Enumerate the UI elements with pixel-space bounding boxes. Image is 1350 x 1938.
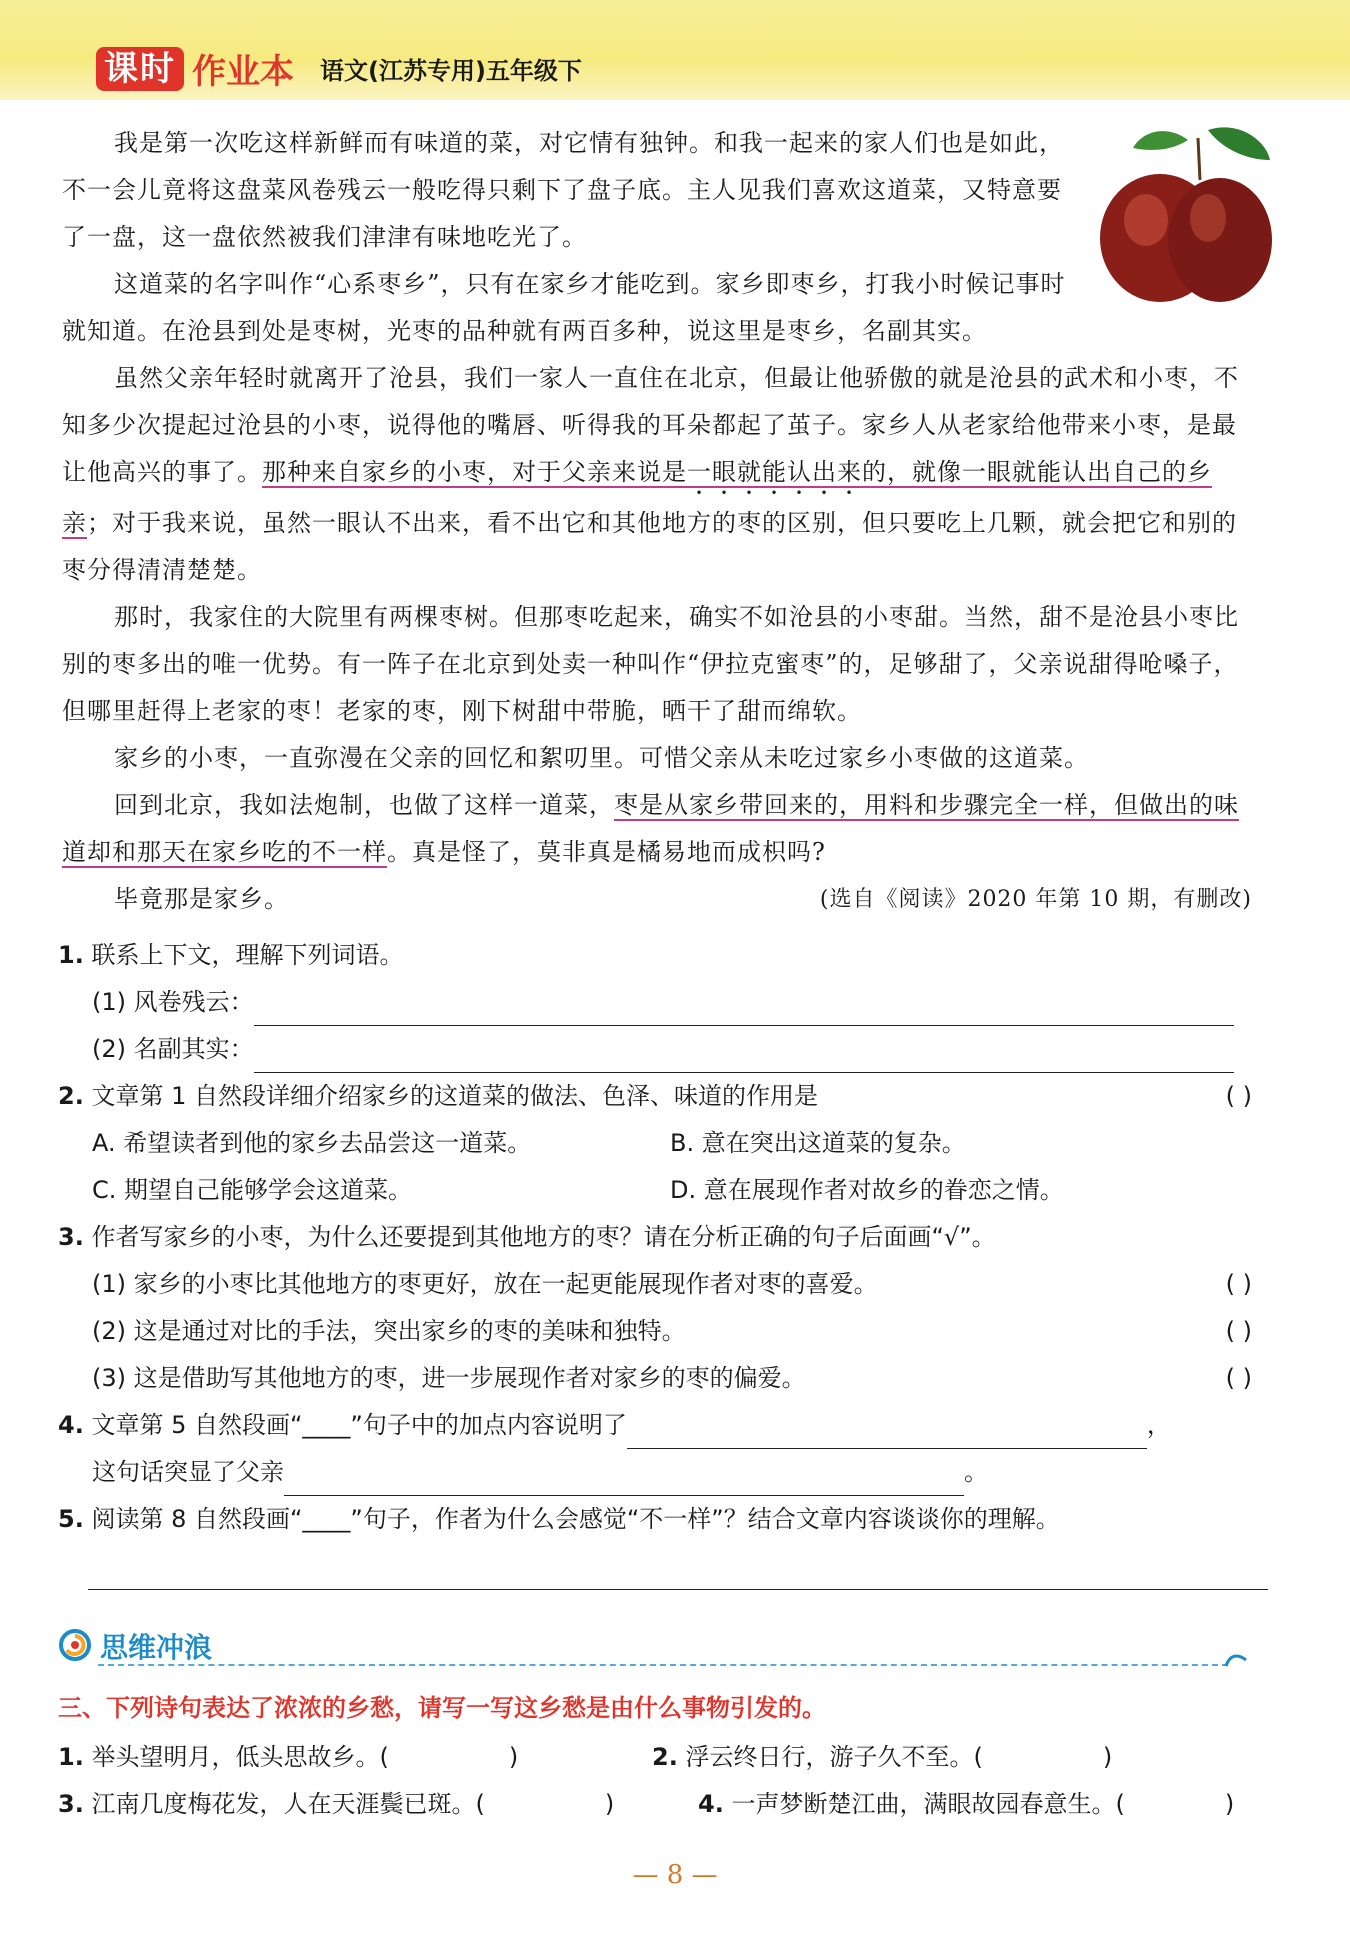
poem-1-number: 1. (58, 1743, 84, 1771)
q4b-answer-line[interactable] (284, 1465, 964, 1496)
swirl-icon (58, 1628, 92, 1662)
q5-text: 阅读第 8 自然段画“____”句子，作者为什么会感觉“不一样”？结合文章内容谈谈你的理解。 (91, 1505, 1060, 1533)
q1-text: 联系上下文，理解下列词语。 (91, 941, 404, 969)
source-citation: (选自《阅读》2020 年第 10 期，有删改) (819, 887, 1252, 912)
q1b-text: (2) 名副其实： (92, 1035, 254, 1063)
brand (96, 44, 582, 93)
paragraph-6 (62, 782, 1252, 876)
q2-option-c: C. 期望自己能够学会这道菜。 (92, 1176, 413, 1204)
page-number: — 8 — (632, 1860, 718, 1890)
q3-number: 3. (58, 1223, 84, 1251)
q2-text: 文章第 1 自然段详细介绍家乡的这道菜的做法、色泽、味道的作用是 (91, 1082, 818, 1110)
q4a-answer-line[interactable] (627, 1418, 1147, 1449)
q3a-answer-paren[interactable]: ( ) (1225, 1270, 1252, 1298)
q4a-comma: ， (1146, 1411, 1171, 1439)
section-3-instruction: 三、下列诗句表达了浓浓的乡愁，请写一写这乡愁是由什么事物引发的。 (58, 1694, 826, 1722)
reading-passage (62, 120, 1252, 923)
underlined-text: 那种来自家乡的小枣，对于父亲来说是 (262, 458, 687, 486)
paragraph-2: 这道菜的名字叫作“心系枣乡”，只有在家乡才能吃到。家乡即枣乡，打我小时候记事时就知道。在沧县到处是枣树，光枣的品种就有两百多种，说这里是枣乡，名副其实。 (62, 270, 1066, 345)
q3c-text: (3) 这是借助写其他地方的枣，进一步展现作者对家乡的枣的偏爱。 (92, 1364, 806, 1392)
q3b-answer-paren[interactable]: ( ) (1225, 1317, 1252, 1345)
questions (58, 932, 1258, 1590)
dotted-text: 一眼就能认出来 (687, 458, 862, 486)
paragraph-3-text: 虽然父亲年轻时就离开了沧县，我们一家人一直住在北京，但最让他骄傲的就是沧县的武术和小枣，不知多少次提起过沧县的小枣，说得他的嘴唇、听得我的耳朵都起了茧子。家乡人从老家给他带来小枣，是最让他高兴的事了。 (62, 364, 1239, 486)
q5-number: 5. (58, 1505, 84, 1533)
q3a-text: (1) 家乡的小枣比其他地方的枣更好，放在一起更能展现作者对枣的喜爱。 (92, 1270, 878, 1298)
q5-answer-line[interactable] (88, 1559, 1268, 1590)
q2-option-a: A. 希望读者到他的家乡去品尝这一道菜。 (92, 1129, 532, 1157)
paragraph-1: 我是第一次吃这样新鲜而有味道的菜，对它情有独钟。和我一起来的家人们也是如此，不一会儿竟将这盘菜风卷残云一般吃得只剩下了盘子底。主人见我们喜欢这道菜，又特意要了一盘，这一盘依然被我们津津有味地吃光了。 (62, 129, 1064, 251)
poem-4: 一声梦断楚江曲，满眼故园春意生。( (731, 1790, 1125, 1818)
section-header (58, 1622, 1248, 1668)
book-subtitle: 语文(江苏专用)五年级下 (320, 57, 582, 85)
poem-questions (58, 1734, 1258, 1828)
brand-name: 作业本 (192, 52, 294, 92)
poem-3: 江南几度梅花发，人在天涯鬓已斑。( (91, 1790, 485, 1818)
poem-2-close: ) (1102, 1743, 1113, 1771)
poem-3-number: 3. (58, 1790, 84, 1818)
paragraph-4: 那时，我家住的大院里有两棵枣树。但那枣吃起来，确实不如沧县的小枣甜。当然，甜不是沧县小枣比别的枣多出的唯一优势。有一阵子在北京到处卖一种叫作“伊拉克蜜枣”的，足够甜了，父亲说甜得呛嗓子，但哪里赶得上老家的枣！老家的枣，刚下树甜中带脆，晒干了甜而绵软。 (62, 603, 1239, 725)
q4-number: 4. (58, 1411, 84, 1439)
brand-logo: 课时 (96, 47, 184, 91)
q1a-answer-line[interactable] (254, 995, 1234, 1026)
poem-4-number: 4. (698, 1790, 724, 1818)
paragraph-6-text: 回到北京，我如法炮制，也做了这样一道菜， (114, 791, 614, 819)
q1b-answer-line[interactable] (254, 1042, 1234, 1073)
q3c-answer-paren[interactable]: ( ) (1225, 1364, 1252, 1392)
paragraph-7 (62, 876, 1252, 923)
q1-number: 1. (58, 941, 84, 969)
section-title: 思维冲浪 (100, 1631, 213, 1664)
paragraph-3 (62, 355, 1252, 594)
underlined-text-2: 的，就像一眼就能认出自己的乡亲 (62, 458, 1212, 537)
q1a-text: (1) 风卷残云： (92, 988, 254, 1016)
header-band (0, 0, 1350, 100)
poem-1-close: ) (508, 1743, 519, 1771)
paragraph-7-text: 毕竟那是家乡。 (114, 885, 289, 913)
paragraph-6-underline: 枣是从家乡带回来的，用料和步骤完全一样，但做出的味道却和那天在家乡吃的不一样 (62, 791, 1239, 866)
poem-2-number: 2. (652, 1743, 678, 1771)
poem-1: 举头望明月，低头思故乡。( (91, 1743, 389, 1771)
q4b-period: 。 (964, 1458, 988, 1486)
q2-option-d: D. 意在展现作者对故乡的眷恋之情。 (670, 1176, 1064, 1204)
wave-icon (1224, 1650, 1248, 1670)
paragraph-6-rest: 。真是怪了，莫非真是橘易地而成枳吗? (387, 838, 826, 866)
poem-2: 浮云终日行，游子久不至。( (685, 1743, 983, 1771)
paragraph-3-rest: ；对于我来说，虽然一眼认不出来，看不出它和其他地方的枣的区别，但只要吃上几颗，就会把它和别的枣分得清清楚楚。 (62, 509, 1237, 584)
q2-number: 2. (58, 1082, 84, 1110)
q4b-text: 这句话突显了父亲 (92, 1458, 284, 1486)
q4a-text: 文章第 5 自然段画“____”句子中的加点内容说明了 (91, 1411, 627, 1439)
q2-answer-paren[interactable]: ( ) (1225, 1082, 1252, 1110)
q3-text: 作者写家乡的小枣，为什么还要提到其他地方的枣？请在分析正确的句子后面画“√”。 (91, 1223, 996, 1251)
poem-3-close: ) (604, 1790, 615, 1818)
q2-option-b: B. 意在突出这道菜的复杂。 (670, 1129, 966, 1157)
paragraph-5: 家乡的小枣，一直弥漫在父亲的回忆和絮叨里。可惜父亲从未吃过家乡小枣做的这道菜。 (114, 744, 1089, 772)
poem-4-close: ) (1224, 1790, 1235, 1818)
q3b-text: (2) 这是通过对比的手法，突出家乡的枣的美味和独特。 (92, 1317, 686, 1345)
section-divider (98, 1664, 1228, 1666)
